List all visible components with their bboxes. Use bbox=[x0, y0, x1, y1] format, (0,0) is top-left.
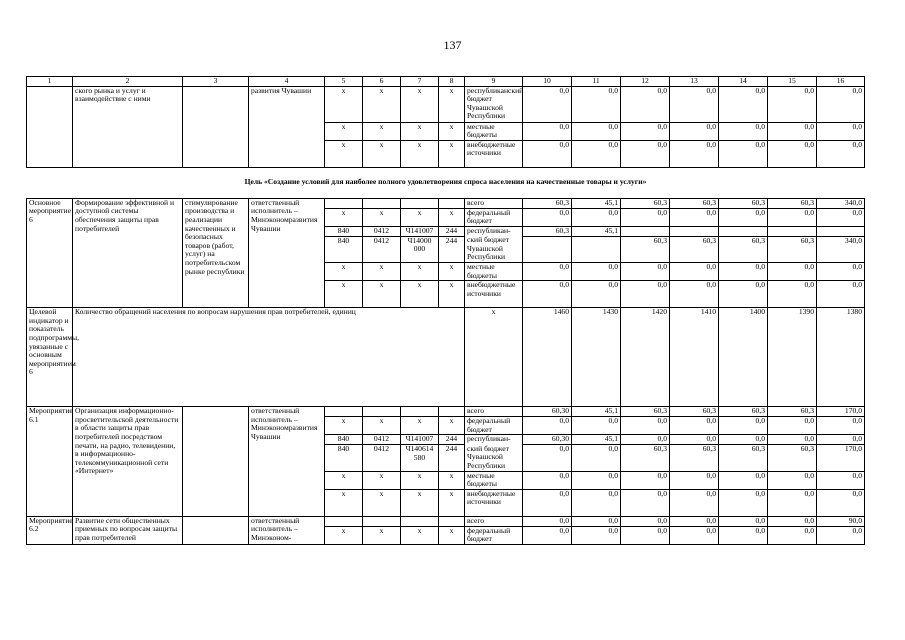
code-cell: x bbox=[401, 417, 439, 435]
code-cell: x bbox=[325, 86, 363, 122]
column-number: 16 bbox=[817, 77, 865, 87]
value-cell: 0,0 bbox=[523, 263, 572, 281]
code-cell: x bbox=[363, 526, 401, 544]
code-cell bbox=[439, 407, 465, 417]
code-cell: x bbox=[325, 281, 363, 308]
value-cell: 0,0 bbox=[670, 86, 719, 122]
value-cell: 0,0 bbox=[670, 208, 719, 226]
value-cell: 0,0 bbox=[670, 263, 719, 281]
value-cell: 0,0 bbox=[817, 526, 865, 544]
code-cell: 0412 bbox=[363, 236, 401, 263]
indicator-value: 1430 bbox=[572, 308, 621, 407]
column-number: 11 bbox=[572, 77, 621, 87]
value-cell: 0,0 bbox=[719, 140, 768, 167]
col3-cell bbox=[183, 86, 249, 167]
value-cell: 0,0 bbox=[621, 281, 670, 308]
code-cell bbox=[363, 516, 401, 526]
result-cell bbox=[183, 407, 249, 516]
source-cell: республиканский бюджет Чувашской Республики bbox=[465, 86, 523, 122]
code-cell bbox=[439, 516, 465, 526]
code-cell: x bbox=[439, 489, 465, 516]
value-cell: 60,3 bbox=[621, 407, 670, 417]
code-cell: Ч141007 bbox=[401, 226, 439, 236]
value-cell: 60,3 bbox=[719, 236, 768, 263]
code-cell: x bbox=[363, 86, 401, 122]
value-cell: 0,0 bbox=[572, 208, 621, 226]
value-cell: 60,3 bbox=[523, 226, 572, 236]
code-cell: x bbox=[363, 417, 401, 435]
code-cell: x bbox=[439, 86, 465, 122]
source-cell: местные бюджеты bbox=[465, 263, 523, 281]
indicator-value: 1380 bbox=[817, 308, 865, 407]
value-cell: 0,0 bbox=[572, 489, 621, 516]
source-cell: ский бюджет Чувашской Республики bbox=[465, 236, 523, 263]
value-cell bbox=[572, 236, 621, 263]
code-cell bbox=[363, 198, 401, 208]
value-cell: 45,1 bbox=[572, 407, 621, 417]
value-cell: 0,0 bbox=[523, 417, 572, 435]
value-cell: 45,1 bbox=[572, 226, 621, 236]
value-cell: 0,0 bbox=[572, 281, 621, 308]
value-cell: 0,0 bbox=[621, 471, 670, 489]
value-cell: 0,0 bbox=[817, 281, 865, 308]
value-cell: 0,0 bbox=[719, 86, 768, 122]
value-cell: 0,0 bbox=[523, 208, 572, 226]
value-cell: 0,0 bbox=[817, 140, 865, 167]
code-cell: x bbox=[401, 86, 439, 122]
code-cell: x bbox=[401, 489, 439, 516]
source-cell: республикан- bbox=[465, 435, 523, 445]
value-cell: 0,0 bbox=[621, 489, 670, 516]
indicator-text: Количество обращений населения по вопросам нарушения прав потребителей, единиц bbox=[73, 308, 465, 407]
column-number: 1 bbox=[27, 77, 73, 87]
value-cell bbox=[719, 226, 768, 236]
value-cell: 0,0 bbox=[523, 281, 572, 308]
measure-number: Основное мероприятие 6 bbox=[27, 198, 73, 307]
column-number: 13 bbox=[670, 77, 719, 87]
value-cell: 340,0 bbox=[817, 198, 865, 208]
code-cell: x bbox=[363, 122, 401, 140]
value-cell: 0,0 bbox=[670, 526, 719, 544]
value-cell: 0,0 bbox=[621, 516, 670, 526]
value-cell: 0,0 bbox=[572, 122, 621, 140]
value-cell: 0,0 bbox=[523, 516, 572, 526]
code-cell bbox=[325, 407, 363, 417]
value-cell: 0,0 bbox=[572, 471, 621, 489]
value-cell: 0,0 bbox=[621, 208, 670, 226]
value-cell: 0,0 bbox=[719, 471, 768, 489]
indicator-label: Целевой индикатор и показатель подпрограммы, увязанные с основным мероприятием 6 bbox=[27, 308, 73, 407]
value-cell: 0,0 bbox=[817, 489, 865, 516]
code-cell: x bbox=[439, 140, 465, 167]
value-cell bbox=[670, 226, 719, 236]
indicator-value: 1400 bbox=[719, 308, 768, 407]
value-cell: 0,0 bbox=[817, 86, 865, 122]
value-cell: 0,0 bbox=[621, 86, 670, 122]
measure-number: Мероприятие 6.1 bbox=[27, 407, 73, 516]
value-cell: 0,0 bbox=[523, 471, 572, 489]
measure-name: Организация информационно-просветительской деятельности в области защиты прав потребителей посредством печати, на радио, телевидении, в информационно-телекоммуникационной сети «Интернет» bbox=[73, 407, 183, 516]
column-number: 12 bbox=[621, 77, 670, 87]
measure-row bbox=[27, 198, 865, 208]
value-cell: 0,0 bbox=[817, 208, 865, 226]
code-cell: 840 bbox=[325, 445, 363, 472]
code-cell: 840 bbox=[325, 226, 363, 236]
code-cell bbox=[363, 407, 401, 417]
code-cell: x bbox=[401, 526, 439, 544]
value-cell: 0,0 bbox=[621, 435, 670, 445]
code-cell: x bbox=[401, 281, 439, 308]
value-cell bbox=[817, 226, 865, 236]
value-cell: 90,0 bbox=[817, 516, 865, 526]
value-cell: 60,30 bbox=[523, 435, 572, 445]
code-cell: x bbox=[439, 417, 465, 435]
column-number: 5 bbox=[325, 77, 363, 87]
code-cell: x bbox=[401, 263, 439, 281]
code-cell: x bbox=[439, 526, 465, 544]
value-cell: 60,30 bbox=[523, 407, 572, 417]
value-cell: 0,0 bbox=[817, 122, 865, 140]
column-number: 2 bbox=[73, 77, 183, 87]
value-cell: 0,0 bbox=[719, 281, 768, 308]
value-cell: 0,0 bbox=[670, 122, 719, 140]
indicator-value: 1420 bbox=[621, 308, 670, 407]
code-cell: 244 bbox=[439, 236, 465, 263]
result-cell bbox=[183, 516, 249, 544]
value-cell: 0,0 bbox=[768, 208, 817, 226]
code-cell bbox=[325, 516, 363, 526]
source-cell: всего bbox=[465, 516, 523, 526]
value-cell: 0,0 bbox=[768, 489, 817, 516]
measure-name: ского рынка и услуг и взаимодействие с ними bbox=[73, 86, 183, 167]
col1-cell bbox=[27, 86, 73, 167]
column-number: 8 bbox=[439, 77, 465, 87]
value-cell: 0,0 bbox=[670, 489, 719, 516]
source-cell: местные бюджеты bbox=[465, 122, 523, 140]
value-cell: 60,3 bbox=[768, 198, 817, 208]
value-cell: 0,0 bbox=[621, 417, 670, 435]
code-cell: x bbox=[401, 208, 439, 226]
table-row bbox=[27, 86, 865, 122]
code-cell bbox=[401, 516, 439, 526]
value-cell: 0,0 bbox=[768, 435, 817, 445]
code-cell bbox=[401, 198, 439, 208]
value-cell: 170,0 bbox=[817, 445, 865, 472]
value-cell: 0,0 bbox=[670, 435, 719, 445]
goal-row bbox=[27, 167, 865, 198]
source-cell: федеральный бюджет bbox=[465, 417, 523, 435]
source-cell: местные бюджеты bbox=[465, 471, 523, 489]
value-cell: 0,0 bbox=[719, 489, 768, 516]
value-cell: 0,0 bbox=[768, 140, 817, 167]
value-cell: 0,0 bbox=[523, 445, 572, 472]
value-cell: 0,0 bbox=[523, 86, 572, 122]
value-cell: 0,0 bbox=[572, 526, 621, 544]
value-cell: 0,0 bbox=[523, 526, 572, 544]
value-cell: 0,0 bbox=[572, 140, 621, 167]
code-cell: x bbox=[325, 526, 363, 544]
value-cell: 0,0 bbox=[768, 86, 817, 122]
value-cell: 0,0 bbox=[817, 471, 865, 489]
indicator-value: 1410 bbox=[670, 308, 719, 407]
executor-cell: ответственный исполнитель – Минэкономразвития Чувашии bbox=[249, 407, 325, 516]
table-body bbox=[27, 77, 865, 545]
code-cell: x bbox=[401, 471, 439, 489]
measure-row bbox=[27, 516, 865, 526]
code-cell: x bbox=[363, 263, 401, 281]
value-cell: 0,0 bbox=[768, 526, 817, 544]
value-cell: 45,1 bbox=[572, 198, 621, 208]
code-cell: x bbox=[325, 263, 363, 281]
value-cell: 0,0 bbox=[768, 417, 817, 435]
value-cell: 0,0 bbox=[572, 445, 621, 472]
code-cell: Ч141007 bbox=[401, 435, 439, 445]
value-cell: 0,0 bbox=[719, 526, 768, 544]
value-cell: 60,3 bbox=[768, 236, 817, 263]
value-cell: 0,0 bbox=[768, 263, 817, 281]
value-cell: 60,3 bbox=[719, 407, 768, 417]
value-cell bbox=[621, 226, 670, 236]
source-cell: федеральный бюджет bbox=[465, 526, 523, 544]
code-cell: Ч14000 000 bbox=[401, 236, 439, 263]
code-cell: 0412 bbox=[363, 435, 401, 445]
code-cell: x bbox=[363, 140, 401, 167]
indicator-value: 1390 bbox=[768, 308, 817, 407]
value-cell: 0,0 bbox=[768, 122, 817, 140]
column-number: 15 bbox=[768, 77, 817, 87]
value-cell: 0,0 bbox=[670, 516, 719, 526]
value-cell: 0,0 bbox=[621, 122, 670, 140]
code-cell: Ч140614 580 bbox=[401, 445, 439, 472]
column-number: 3 bbox=[183, 77, 249, 87]
value-cell: 60,3 bbox=[719, 445, 768, 472]
value-cell: 0,0 bbox=[572, 417, 621, 435]
code-cell: x bbox=[363, 471, 401, 489]
budget-table bbox=[26, 76, 865, 545]
value-cell: 340,0 bbox=[817, 236, 865, 263]
result-cell: стимулирование производства и реализации качественных и безопасных товаров (работ, услуг) на потребительском рынке республики bbox=[183, 198, 249, 307]
source-cell: республикан- bbox=[465, 226, 523, 236]
value-cell: 0,0 bbox=[768, 281, 817, 308]
value-cell: 0,0 bbox=[572, 516, 621, 526]
indicator-row bbox=[27, 308, 865, 407]
value-cell: 0,0 bbox=[719, 516, 768, 526]
code-cell: 244 bbox=[439, 226, 465, 236]
code-cell: 244 bbox=[439, 435, 465, 445]
value-cell: 0,0 bbox=[768, 471, 817, 489]
source-cell: внебюджетные источники bbox=[465, 489, 523, 516]
value-cell: 0,0 bbox=[523, 489, 572, 516]
value-cell: 0,0 bbox=[670, 281, 719, 308]
value-cell: 60,3 bbox=[768, 407, 817, 417]
code-cell: x bbox=[363, 208, 401, 226]
value-cell: 0,0 bbox=[719, 417, 768, 435]
column-number: 4 bbox=[249, 77, 325, 87]
value-cell: 0,0 bbox=[670, 417, 719, 435]
value-cell: 0,0 bbox=[670, 471, 719, 489]
value-cell: 0,0 bbox=[523, 122, 572, 140]
value-cell: 170,0 bbox=[817, 407, 865, 417]
code-cell: x bbox=[401, 140, 439, 167]
code-cell bbox=[325, 198, 363, 208]
indicator-x: x bbox=[465, 308, 523, 407]
code-cell bbox=[401, 407, 439, 417]
source-cell: ский бюджет Чувашской Республики bbox=[465, 445, 523, 472]
value-cell: 0,0 bbox=[621, 140, 670, 167]
executor-cell: развития Чувашии bbox=[249, 86, 325, 167]
value-cell: 60,3 bbox=[719, 198, 768, 208]
column-number: 6 bbox=[363, 77, 401, 87]
code-cell: 0412 bbox=[363, 445, 401, 472]
executor-cell: ответственный исполнитель – Минэконом- bbox=[249, 516, 325, 544]
value-cell: 0,0 bbox=[719, 435, 768, 445]
value-cell: 60,3 bbox=[621, 198, 670, 208]
code-cell: x bbox=[363, 281, 401, 308]
value-cell: 0,0 bbox=[621, 526, 670, 544]
code-cell: 840 bbox=[325, 236, 363, 263]
goal-title: Цель «Создание условий для наиболее полного удовлетворения спроса населения на качественные товары и услуги» bbox=[27, 167, 865, 198]
value-cell: 60,3 bbox=[670, 198, 719, 208]
code-cell: x bbox=[439, 281, 465, 308]
value-cell: 0,0 bbox=[817, 417, 865, 435]
value-cell: 45,1 bbox=[572, 435, 621, 445]
value-cell: 0,0 bbox=[817, 263, 865, 281]
column-number: 10 bbox=[523, 77, 572, 87]
executor-cell: ответственный исполнитель – Минэкономразвития Чувашии bbox=[249, 198, 325, 307]
value-cell bbox=[768, 226, 817, 236]
source-cell: всего bbox=[465, 407, 523, 417]
value-cell: 0,0 bbox=[719, 208, 768, 226]
code-cell: x bbox=[363, 489, 401, 516]
code-cell: x bbox=[325, 122, 363, 140]
value-cell: 0,0 bbox=[817, 435, 865, 445]
code-cell: x bbox=[401, 122, 439, 140]
source-cell: федеральный бюджет bbox=[465, 208, 523, 226]
measure-name: Развитие сети общественных приемных по вопросам защиты прав потребителей bbox=[73, 516, 183, 544]
indicator-value: 1460 bbox=[523, 308, 572, 407]
source-cell: внебюджетные источники bbox=[465, 140, 523, 167]
column-number: 9 bbox=[465, 77, 523, 87]
code-cell: x bbox=[325, 208, 363, 226]
code-cell: x bbox=[325, 489, 363, 516]
value-cell: 0,0 bbox=[768, 516, 817, 526]
value-cell: 0,0 bbox=[523, 140, 572, 167]
value-cell: 0,0 bbox=[572, 263, 621, 281]
code-cell: x bbox=[325, 471, 363, 489]
value-cell bbox=[523, 236, 572, 263]
code-cell: 840 bbox=[325, 435, 363, 445]
value-cell: 0,0 bbox=[670, 140, 719, 167]
code-cell: x bbox=[325, 417, 363, 435]
measure-number: Мероприятие 6.2 bbox=[27, 516, 73, 544]
value-cell: 0,0 bbox=[719, 122, 768, 140]
page-number: 137 bbox=[443, 38, 462, 52]
column-number: 7 bbox=[401, 77, 439, 87]
column-number: 14 bbox=[719, 77, 768, 87]
value-cell: 0,0 bbox=[572, 86, 621, 122]
code-cell: 244 bbox=[439, 445, 465, 472]
value-cell: 60,3 bbox=[670, 407, 719, 417]
measure-name: Формирование эффективной и доступной системы обеспечения защиты прав потребителей bbox=[73, 198, 183, 307]
code-cell bbox=[439, 198, 465, 208]
code-cell: x bbox=[439, 471, 465, 489]
measure-row bbox=[27, 407, 865, 417]
value-cell: 60,3 bbox=[670, 236, 719, 263]
source-cell: всего bbox=[465, 198, 523, 208]
code-cell: 0412 bbox=[363, 226, 401, 236]
code-cell: x bbox=[325, 140, 363, 167]
value-cell: 0,0 bbox=[621, 263, 670, 281]
code-cell: x bbox=[439, 263, 465, 281]
value-cell: 60,3 bbox=[621, 236, 670, 263]
value-cell: 60,3 bbox=[621, 445, 670, 472]
value-cell: 60,3 bbox=[523, 198, 572, 208]
value-cell: 60,3 bbox=[768, 445, 817, 472]
code-cell: x bbox=[439, 208, 465, 226]
header-row bbox=[27, 77, 865, 87]
value-cell: 0,0 bbox=[719, 263, 768, 281]
value-cell: 60,3 bbox=[670, 445, 719, 472]
source-cell: внебюджетные источники bbox=[465, 281, 523, 308]
code-cell: x bbox=[439, 122, 465, 140]
